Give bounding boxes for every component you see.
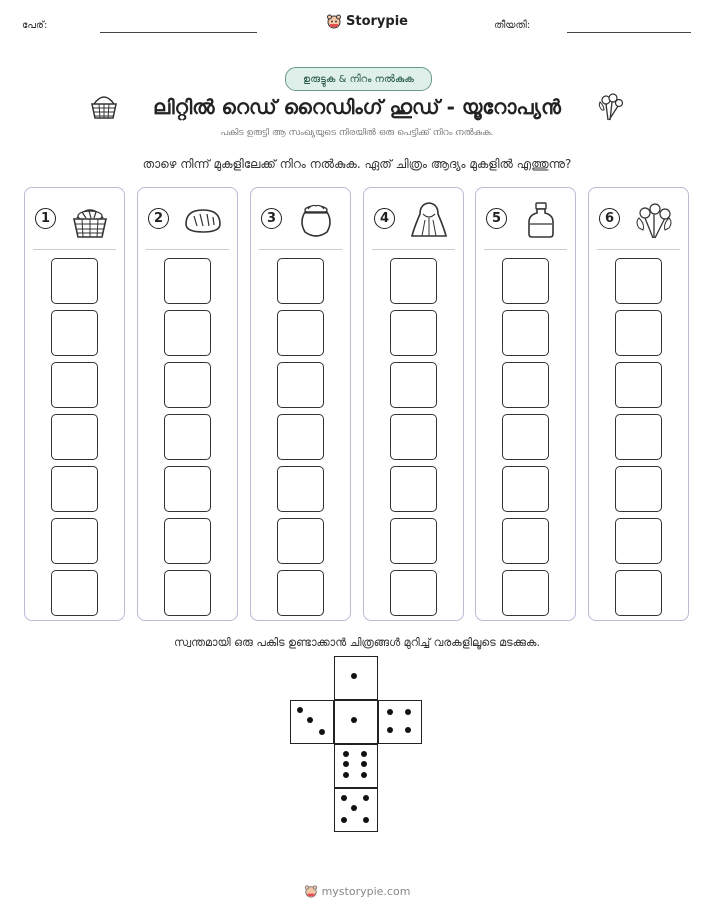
name-label: പേര്: bbox=[22, 20, 48, 31]
color-box[interactable] bbox=[164, 466, 211, 512]
color-box[interactable] bbox=[615, 414, 662, 460]
instruction-text: താഴെ നിന്ന് മുകളിലേക്ക് നിറം നൽകുക. ഏത് ചിത്രം ആദ്യം മുകളിൽ എത്തുന്നു? bbox=[142, 157, 572, 171]
color-box[interactable] bbox=[277, 362, 324, 408]
color-box[interactable] bbox=[502, 258, 549, 304]
color-box[interactable] bbox=[277, 258, 324, 304]
die-face bbox=[378, 700, 422, 744]
column-6 bbox=[588, 187, 689, 621]
die-face bbox=[334, 788, 378, 832]
column-number: 4 bbox=[374, 208, 395, 229]
die-face bbox=[290, 700, 334, 744]
storypie-mascot-icon bbox=[326, 13, 342, 29]
color-box[interactable] bbox=[615, 362, 662, 408]
color-box[interactable] bbox=[502, 362, 549, 408]
color-box[interactable] bbox=[51, 518, 98, 564]
color-box[interactable] bbox=[164, 258, 211, 304]
color-box[interactable] bbox=[390, 570, 437, 616]
date-field[interactable] bbox=[567, 32, 691, 33]
activity-tag: ഉരുട്ടുക & നിറം നൽകുക bbox=[285, 67, 432, 91]
die-face bbox=[334, 744, 378, 788]
brand-name: Storypie bbox=[346, 13, 408, 29]
color-box[interactable] bbox=[51, 362, 98, 408]
date-label: തീയതി: bbox=[494, 20, 531, 31]
color-box[interactable] bbox=[277, 310, 324, 356]
color-box[interactable] bbox=[164, 414, 211, 460]
color-box[interactable] bbox=[277, 570, 324, 616]
color-box[interactable] bbox=[390, 414, 437, 460]
footer bbox=[300, 884, 414, 898]
color-box[interactable] bbox=[164, 518, 211, 564]
color-box[interactable] bbox=[502, 570, 549, 616]
flower-bouquet-icon bbox=[633, 200, 675, 240]
column-2 bbox=[137, 187, 238, 621]
color-box[interactable] bbox=[51, 310, 98, 356]
color-box[interactable] bbox=[615, 466, 662, 512]
name-field[interactable] bbox=[100, 32, 257, 33]
page-title: ലിറ്റിൽ റെഡ് റൈഡിംഗ് ഹുഡ് - യൂറോപ്യൻ bbox=[153, 95, 561, 119]
color-box[interactable] bbox=[615, 518, 662, 564]
column-5 bbox=[475, 187, 576, 621]
red-cloak-icon bbox=[408, 200, 450, 240]
column-3 bbox=[250, 187, 351, 621]
color-box[interactable] bbox=[390, 310, 437, 356]
basket-icon bbox=[69, 200, 111, 240]
die-face bbox=[334, 656, 378, 700]
color-box[interactable] bbox=[502, 466, 549, 512]
color-box[interactable] bbox=[51, 570, 98, 616]
color-box[interactable] bbox=[51, 414, 98, 460]
color-box[interactable] bbox=[615, 310, 662, 356]
color-box[interactable] bbox=[277, 466, 324, 512]
column-number: 2 bbox=[148, 208, 169, 229]
column-number: 1 bbox=[35, 208, 56, 229]
die-net bbox=[290, 656, 424, 834]
storypie-logo bbox=[326, 13, 408, 29]
color-box[interactable] bbox=[51, 466, 98, 512]
bread-icon bbox=[182, 200, 224, 240]
color-box[interactable] bbox=[51, 258, 98, 304]
title-flowers-icon bbox=[594, 90, 626, 122]
color-box[interactable] bbox=[277, 414, 324, 460]
column-number: 6 bbox=[599, 208, 620, 229]
color-box[interactable] bbox=[164, 310, 211, 356]
color-box[interactable] bbox=[502, 518, 549, 564]
color-box[interactable] bbox=[615, 258, 662, 304]
column-number: 5 bbox=[486, 208, 507, 229]
color-box[interactable] bbox=[164, 362, 211, 408]
fold-instruction: സ്വന്തമായി ഒരു പകിട ഉണ്ടാക്കാൻ ചിത്രങ്ങൾ മുറിച്ച് വരകളിലൂടെ മടക്കുക. bbox=[174, 636, 540, 649]
storypie-mascot-icon bbox=[304, 884, 318, 898]
column-number: 3 bbox=[261, 208, 282, 229]
column-4 bbox=[363, 187, 464, 621]
color-box[interactable] bbox=[502, 310, 549, 356]
color-box[interactable] bbox=[502, 414, 549, 460]
color-box[interactable] bbox=[277, 518, 324, 564]
color-box[interactable] bbox=[390, 466, 437, 512]
color-box[interactable] bbox=[615, 570, 662, 616]
color-box[interactable] bbox=[390, 518, 437, 564]
color-box[interactable] bbox=[390, 362, 437, 408]
column-1 bbox=[24, 187, 125, 621]
subtitle: പകിട ഉരുട്ടി ആ സംഖ്യയുടെ നിരയിൽ ഒരു പെട്ടിക്ക് നിറം നൽകുക. bbox=[220, 128, 494, 138]
footer-url[interactable]: mystorypie.com bbox=[321, 884, 411, 898]
potion-bottle-icon bbox=[520, 200, 562, 240]
color-box[interactable] bbox=[164, 570, 211, 616]
color-box[interactable] bbox=[390, 258, 437, 304]
die-face bbox=[334, 700, 378, 744]
honey-pot-icon bbox=[295, 200, 337, 240]
